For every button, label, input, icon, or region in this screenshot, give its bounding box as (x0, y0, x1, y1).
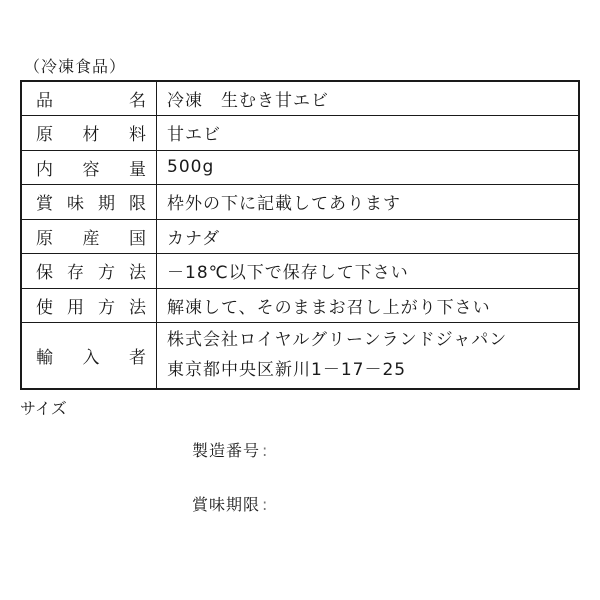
table-row (21, 185, 579, 220)
row-value-usage: 解凍して、そのままお召し上がり下さい (157, 288, 580, 323)
expiry-date-separator: : (262, 495, 269, 514)
table-row (21, 150, 579, 185)
importer-address: 東京都中央区新川1－17－25 (167, 360, 407, 381)
table-row (21, 219, 579, 254)
row-label-importer: 輸入者 (21, 323, 157, 389)
row-value-name: 冷凍 生むき甘エビ (157, 81, 580, 116)
table-row (21, 254, 579, 289)
row-label-best-before: 賞味期限 (21, 185, 157, 220)
importer-company: 株式会社ロイヤルグリーンランドジャパン (167, 330, 508, 351)
lot-number-separator: : (262, 441, 269, 460)
row-value-origin: カナダ (157, 219, 580, 254)
row-label-ingredients: 原材料 (21, 116, 157, 151)
lot-number-label: 製造番号 (192, 441, 261, 460)
row-label-storage: 保存方法 (21, 254, 157, 289)
table-row (21, 81, 579, 116)
expiry-date-label: 賞味期限 (192, 495, 261, 514)
row-value-storage: －18℃以下で保存して下さい (157, 254, 580, 289)
table-row (21, 288, 579, 323)
size-label: サイズ (20, 399, 67, 418)
row-label-origin: 原産国 (21, 219, 157, 254)
row-value-best-before: 枠外の下に記載してあります (157, 185, 580, 220)
table-row (21, 116, 579, 151)
row-value-importer (157, 323, 580, 389)
row-label-net-weight: 内容量 (21, 150, 157, 185)
row-value-net-weight: 500g (157, 150, 580, 185)
expiry-date-field (192, 492, 268, 515)
food-label-table (20, 80, 580, 390)
table-row (21, 323, 579, 389)
row-label-usage: 使用方法 (21, 288, 157, 323)
row-label-name: 品 名 (21, 81, 157, 116)
product-category: （冷凍食品） (24, 57, 127, 76)
lot-number-field (192, 438, 268, 461)
row-value-ingredients: 甘エビ (157, 116, 580, 151)
